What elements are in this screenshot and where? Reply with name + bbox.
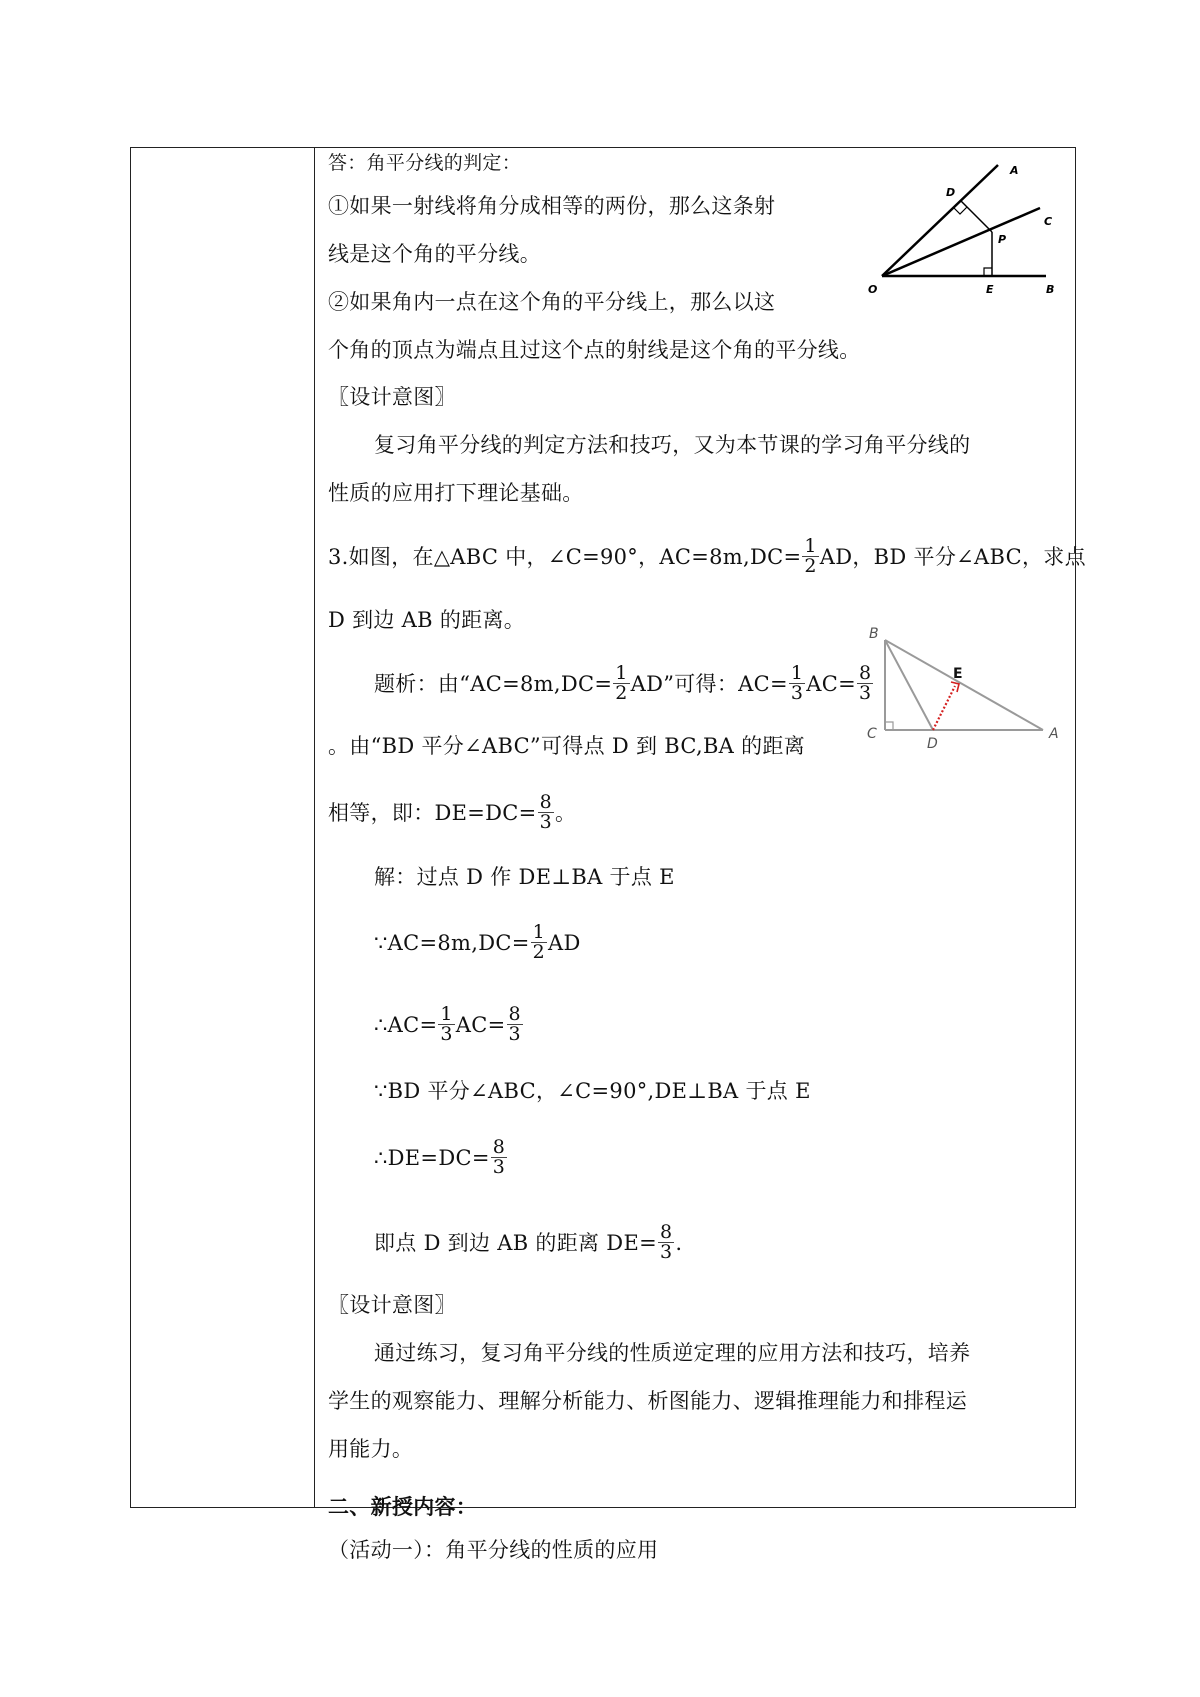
analysis-line-1: 题析：由“AC=8m,DC= $\frac{1}{2}$ AD”可得：AC= $\frac{1}{3}$ AC= $\frac{8}{3}$ [374,662,872,704]
right-angle-mark-D [953,207,967,214]
answer-line-2: 线是这个角的平分线。 [328,242,541,266]
label-P: P [998,233,1007,246]
label-A: A [1010,164,1019,177]
analysis-line-3: 相等，即：DE=DC= $\frac{8}{3}$ 。 [328,791,577,833]
fraction: $\frac{8}{3}$ [492,1136,506,1178]
label-O: O [868,283,878,296]
design-intent-heading-1: 〖设计意图〗 [328,385,456,409]
answer-title: 答：角平分线的判定： [328,152,522,174]
fraction: $\frac{8}{3}$ [859,662,872,704]
problem-3-line-1: 3.如图，在△ABC 中，∠C=90°，AC=8m,DC= $\frac{1}{2}$ AD，BD 平分∠ABC，求点 [328,535,1086,577]
fraction: $\frac{8}{3}$ [508,1003,521,1045]
segment-DE [933,686,955,730]
label-D: D [946,186,956,199]
solution-step-4: ∵BD 平分∠ABC，∠C=90°,DE⊥BA 于点 E [374,1079,811,1103]
label-D: D [927,736,938,752]
solution-step-3: ∴AC= $\frac{1}{3}$ AC= $\frac{8}{3}$ [374,1003,521,1045]
solution-step-1: 解：过点 D 作 DE⊥BA 于点 E [374,865,675,889]
analysis-line-2: 。由“BD 平分∠ABC”可得点 D 到 BC,BA 的距离 [328,734,806,758]
answer-line-3: ②如果角内一点在这个角的平分线上，那么以这 [328,290,776,314]
fraction: $\frac{1}{2}$ [804,535,817,577]
label-E: E [953,666,963,682]
answer-line-4: 个角的顶点为端点且过这个点的射线是这个角的平分线。 [328,338,861,362]
solution-conclusion: 即点 D 到边 AB 的距离 DE= $\frac{8}{3}$ . [374,1221,683,1263]
fraction: $\frac{1}{3}$ [790,662,804,704]
design-intent-2-line-1: 通过练习，复习角平分线的性质逆定理的应用方法和技巧，培养 [374,1341,971,1365]
label-B: B [869,626,879,642]
design-intent-2-line-3: 用能力。 [328,1437,414,1461]
section-2-heading: 二、新授内容： [328,1494,478,1519]
table-column-divider [314,147,315,1508]
design-intent-2-line-2: 学生的观察能力、理解分析能力、析图能力、逻辑推理能力和排程运 [328,1389,967,1413]
label-C: C [1044,215,1053,228]
label-C: C [867,726,877,742]
design-intent-1-line-2: 性质的应用打下理论基础。 [328,481,584,505]
right-angle-mark-C [885,722,893,730]
ray-OC [882,208,1040,276]
problem-3-line-2: D 到边 AB 的距离。 [328,608,526,632]
solution-step-2: ∵AC=8m,DC= $\frac{1}{2}$ AD [374,921,581,963]
segment-PD [960,200,992,232]
right-triangle-figure [855,622,1065,752]
label-B: B [1046,283,1055,296]
fraction: $\frac{1}{2}$ [532,921,546,963]
fraction: $\frac{8}{3}$ [539,791,552,833]
label-A: A [1049,726,1059,742]
angle-bisector-figure [860,160,1070,300]
fraction: $\frac{1}{2}$ [615,662,628,704]
fraction: $\frac{8}{3}$ [659,1221,673,1263]
activity-1-title: （活动一）：角平分线的性质的应用 [328,1538,659,1562]
fraction: $\frac{1}{3}$ [440,1003,453,1045]
label-E: E [986,283,994,296]
design-intent-1-line-1: 复习角平分线的判定方法和技巧，又为本节课的学习角平分线的 [374,433,971,457]
solution-step-5: ∴DE=DC= $\frac{8}{3}$ [374,1136,506,1178]
design-intent-heading-2: 〖设计意图〗 [328,1293,456,1317]
answer-line-1: ①如果一射线将角分成相等的两份，那么这条射 [328,194,776,218]
